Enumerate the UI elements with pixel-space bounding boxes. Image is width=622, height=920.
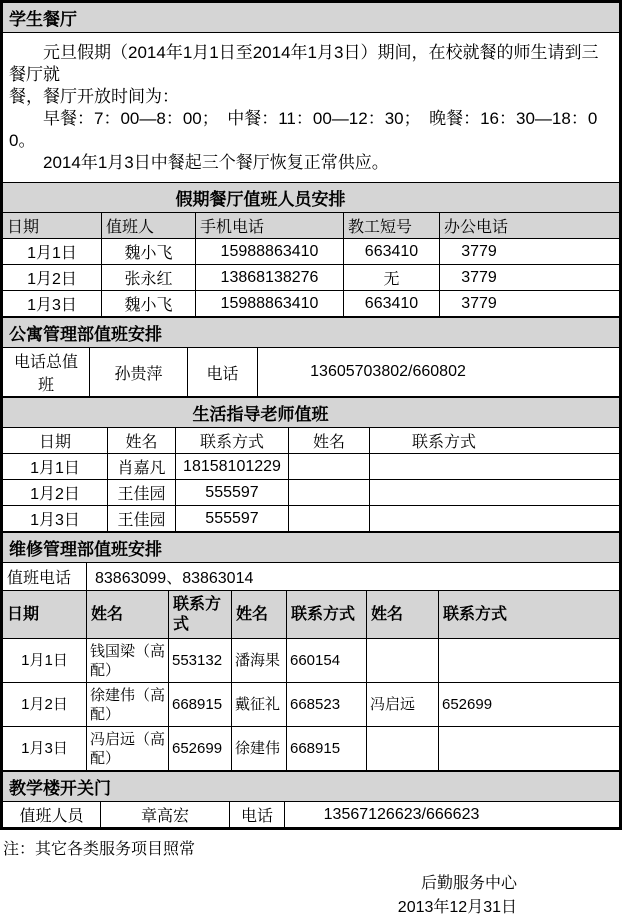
life-teacher-duty-table <box>2 397 620 532</box>
table-cell: 668523 <box>287 683 367 727</box>
table-cell: 660154 <box>287 639 367 683</box>
table-cell: 18158101229 <box>176 454 289 480</box>
table-row <box>3 428 620 454</box>
table-row <box>3 802 620 828</box>
table-cell <box>370 480 620 506</box>
table-cell: 663410 <box>344 239 440 265</box>
table-cell <box>439 639 620 683</box>
table-cell: 3779 <box>440 265 620 291</box>
table-cell: 戴征礼 <box>232 683 287 727</box>
table-cell: 13567126623/666623 <box>285 802 620 828</box>
table-cell: 652699 <box>439 683 620 727</box>
column-header-short-number: 教工短号 <box>344 213 440 239</box>
section-title-maintenance: 维修管理部值班安排 <box>3 533 620 563</box>
table-cell: 王佳园 <box>108 480 176 506</box>
table-cell: 章高宏 <box>101 802 230 828</box>
column-header-mobile: 手机电话 <box>196 213 344 239</box>
table-cell: 孙贵萍 <box>90 348 188 397</box>
table-row <box>3 348 620 397</box>
table-row <box>3 772 620 802</box>
table-cell: 潘海果 <box>232 639 287 683</box>
table-cell: 663410 <box>344 291 440 317</box>
column-header-contact: 联系方式 <box>176 428 289 454</box>
intro-line: 2014年1月3日中餐起三个餐厅恢复正常供应。 <box>43 153 389 172</box>
table-cell <box>289 480 370 506</box>
table-cell: 555597 <box>176 506 289 532</box>
table-cell: 652699 <box>169 727 232 771</box>
table-row <box>3 639 620 683</box>
footer-note: 注：其它各类服务项目照常 <box>3 841 196 858</box>
section-title-student-canteen: 学生餐厅 <box>3 3 620 33</box>
table-cell <box>367 639 439 683</box>
holiday-canteen-duty-table <box>2 182 620 317</box>
table-row <box>3 291 620 317</box>
table-row <box>3 480 620 506</box>
canteen-intro-section <box>2 2 620 182</box>
apartment-duty-table <box>2 317 620 397</box>
table-row <box>3 533 620 563</box>
section-title-apartment: 公寓管理部值班安排 <box>3 318 620 348</box>
table-cell <box>370 454 620 480</box>
table-cell: 肖嘉凡 <box>108 454 176 480</box>
table-cell: 1月1日 <box>3 639 87 683</box>
table-row <box>3 727 620 771</box>
table-cell: 1月2日 <box>3 480 108 506</box>
intro-paragraph <box>3 33 620 183</box>
table-cell <box>289 506 370 532</box>
table-cell: 冯启远（高配） <box>87 727 169 771</box>
column-header-name: 姓名 <box>289 428 370 454</box>
duty-phone-label: 值班电话 <box>3 563 87 591</box>
column-header-name: 姓名 <box>108 428 176 454</box>
table-cell: 1月2日 <box>3 683 87 727</box>
table-cell: 徐建伟 <box>232 727 287 771</box>
table-cell <box>289 454 370 480</box>
table-row <box>3 683 620 727</box>
table-cell: 13868138276 <box>196 265 344 291</box>
column-header-date: 日期 <box>3 591 87 639</box>
signature-org: 后勤服务中心 <box>420 875 517 892</box>
table-cell <box>367 727 439 771</box>
section-title-life-teacher: 生活指导老师值班 <box>3 398 620 428</box>
table-cell: 电话总值班 <box>3 348 90 397</box>
table-cell: 1月3日 <box>3 506 108 532</box>
table-cell: 魏小飞 <box>102 291 196 317</box>
table-cell: 张永红 <box>102 265 196 291</box>
section-title-teaching-building: 教学楼开关门 <box>3 772 620 802</box>
teaching-building-table <box>2 771 620 828</box>
column-header-office-phone: 办公电话 <box>440 213 620 239</box>
table-cell: 钱国梁（高配） <box>87 639 169 683</box>
table-cell: 3779 <box>440 291 620 317</box>
table-cell: 魏小飞 <box>102 239 196 265</box>
column-header-contact: 联系方式 <box>370 428 620 454</box>
table-cell: 值班人员 <box>3 802 101 828</box>
table-cell: 3779 <box>440 239 620 265</box>
column-header-contact: 联系方式 <box>439 591 620 639</box>
table-cell: 553132 <box>169 639 232 683</box>
table-cell: 555597 <box>176 480 289 506</box>
column-header-contact: 联系方式 <box>287 591 367 639</box>
table-row <box>3 213 620 239</box>
table-cell: 668915 <box>169 683 232 727</box>
table-row <box>3 183 620 213</box>
column-header-date: 日期 <box>3 213 102 239</box>
table-row <box>3 239 620 265</box>
intro-line: 早餐：7：00—8：00； 中餐：11：00—12：30； 晚餐：16：30—18：00。 <box>9 109 598 150</box>
table-cell <box>439 727 620 771</box>
table-row <box>3 33 620 183</box>
table-cell: 徐建伟（高配） <box>87 683 169 727</box>
column-header-name: 姓名 <box>232 591 287 639</box>
table-cell: 15988863410 <box>196 291 344 317</box>
table-cell: 1月3日 <box>3 291 102 317</box>
table-cell: 冯启远 <box>367 683 439 727</box>
table-cell: 1月3日 <box>3 727 87 771</box>
table-row <box>3 506 620 532</box>
table-cell <box>370 506 620 532</box>
table-cell: 1月2日 <box>3 265 102 291</box>
table-cell: 15988863410 <box>196 239 344 265</box>
table-cell: 668915 <box>287 727 367 771</box>
table-row <box>3 265 620 291</box>
column-header-contact: 联系方式 <box>169 591 232 639</box>
table-cell: 13605703802/660802 <box>258 348 620 397</box>
table-cell: 无 <box>344 265 440 291</box>
intro-line: 元旦假期（2014年1月1日至2014年1月3日）期间，在校就餐的师生请到三餐厅就 <box>9 43 599 84</box>
table-row <box>3 398 620 428</box>
table-cell: 1月1日 <box>3 239 102 265</box>
signature-date: 2013年12月31日 <box>397 899 517 916</box>
duty-phone-value: 83863099、83863014 <box>87 563 620 591</box>
section-title-holiday-canteen: 假期餐厅值班人员安排 <box>3 183 620 213</box>
column-header-date: 日期 <box>3 428 108 454</box>
table-row <box>3 454 620 480</box>
column-header-name: 姓名 <box>87 591 169 639</box>
column-header-person: 值班人 <box>102 213 196 239</box>
column-header-name: 姓名 <box>367 591 439 639</box>
maintenance-duty-table <box>2 532 620 771</box>
table-row <box>3 563 620 591</box>
table-row <box>3 591 620 639</box>
table-cell: 王佳园 <box>108 506 176 532</box>
table-cell: 1月1日 <box>3 454 108 480</box>
table-row <box>3 318 620 348</box>
table-cell: 电话 <box>188 348 258 397</box>
table-cell: 电话 <box>230 802 285 828</box>
intro-line: 餐，餐厅开放时间为： <box>9 87 179 106</box>
table-row <box>3 3 620 33</box>
signature-block <box>0 872 622 920</box>
